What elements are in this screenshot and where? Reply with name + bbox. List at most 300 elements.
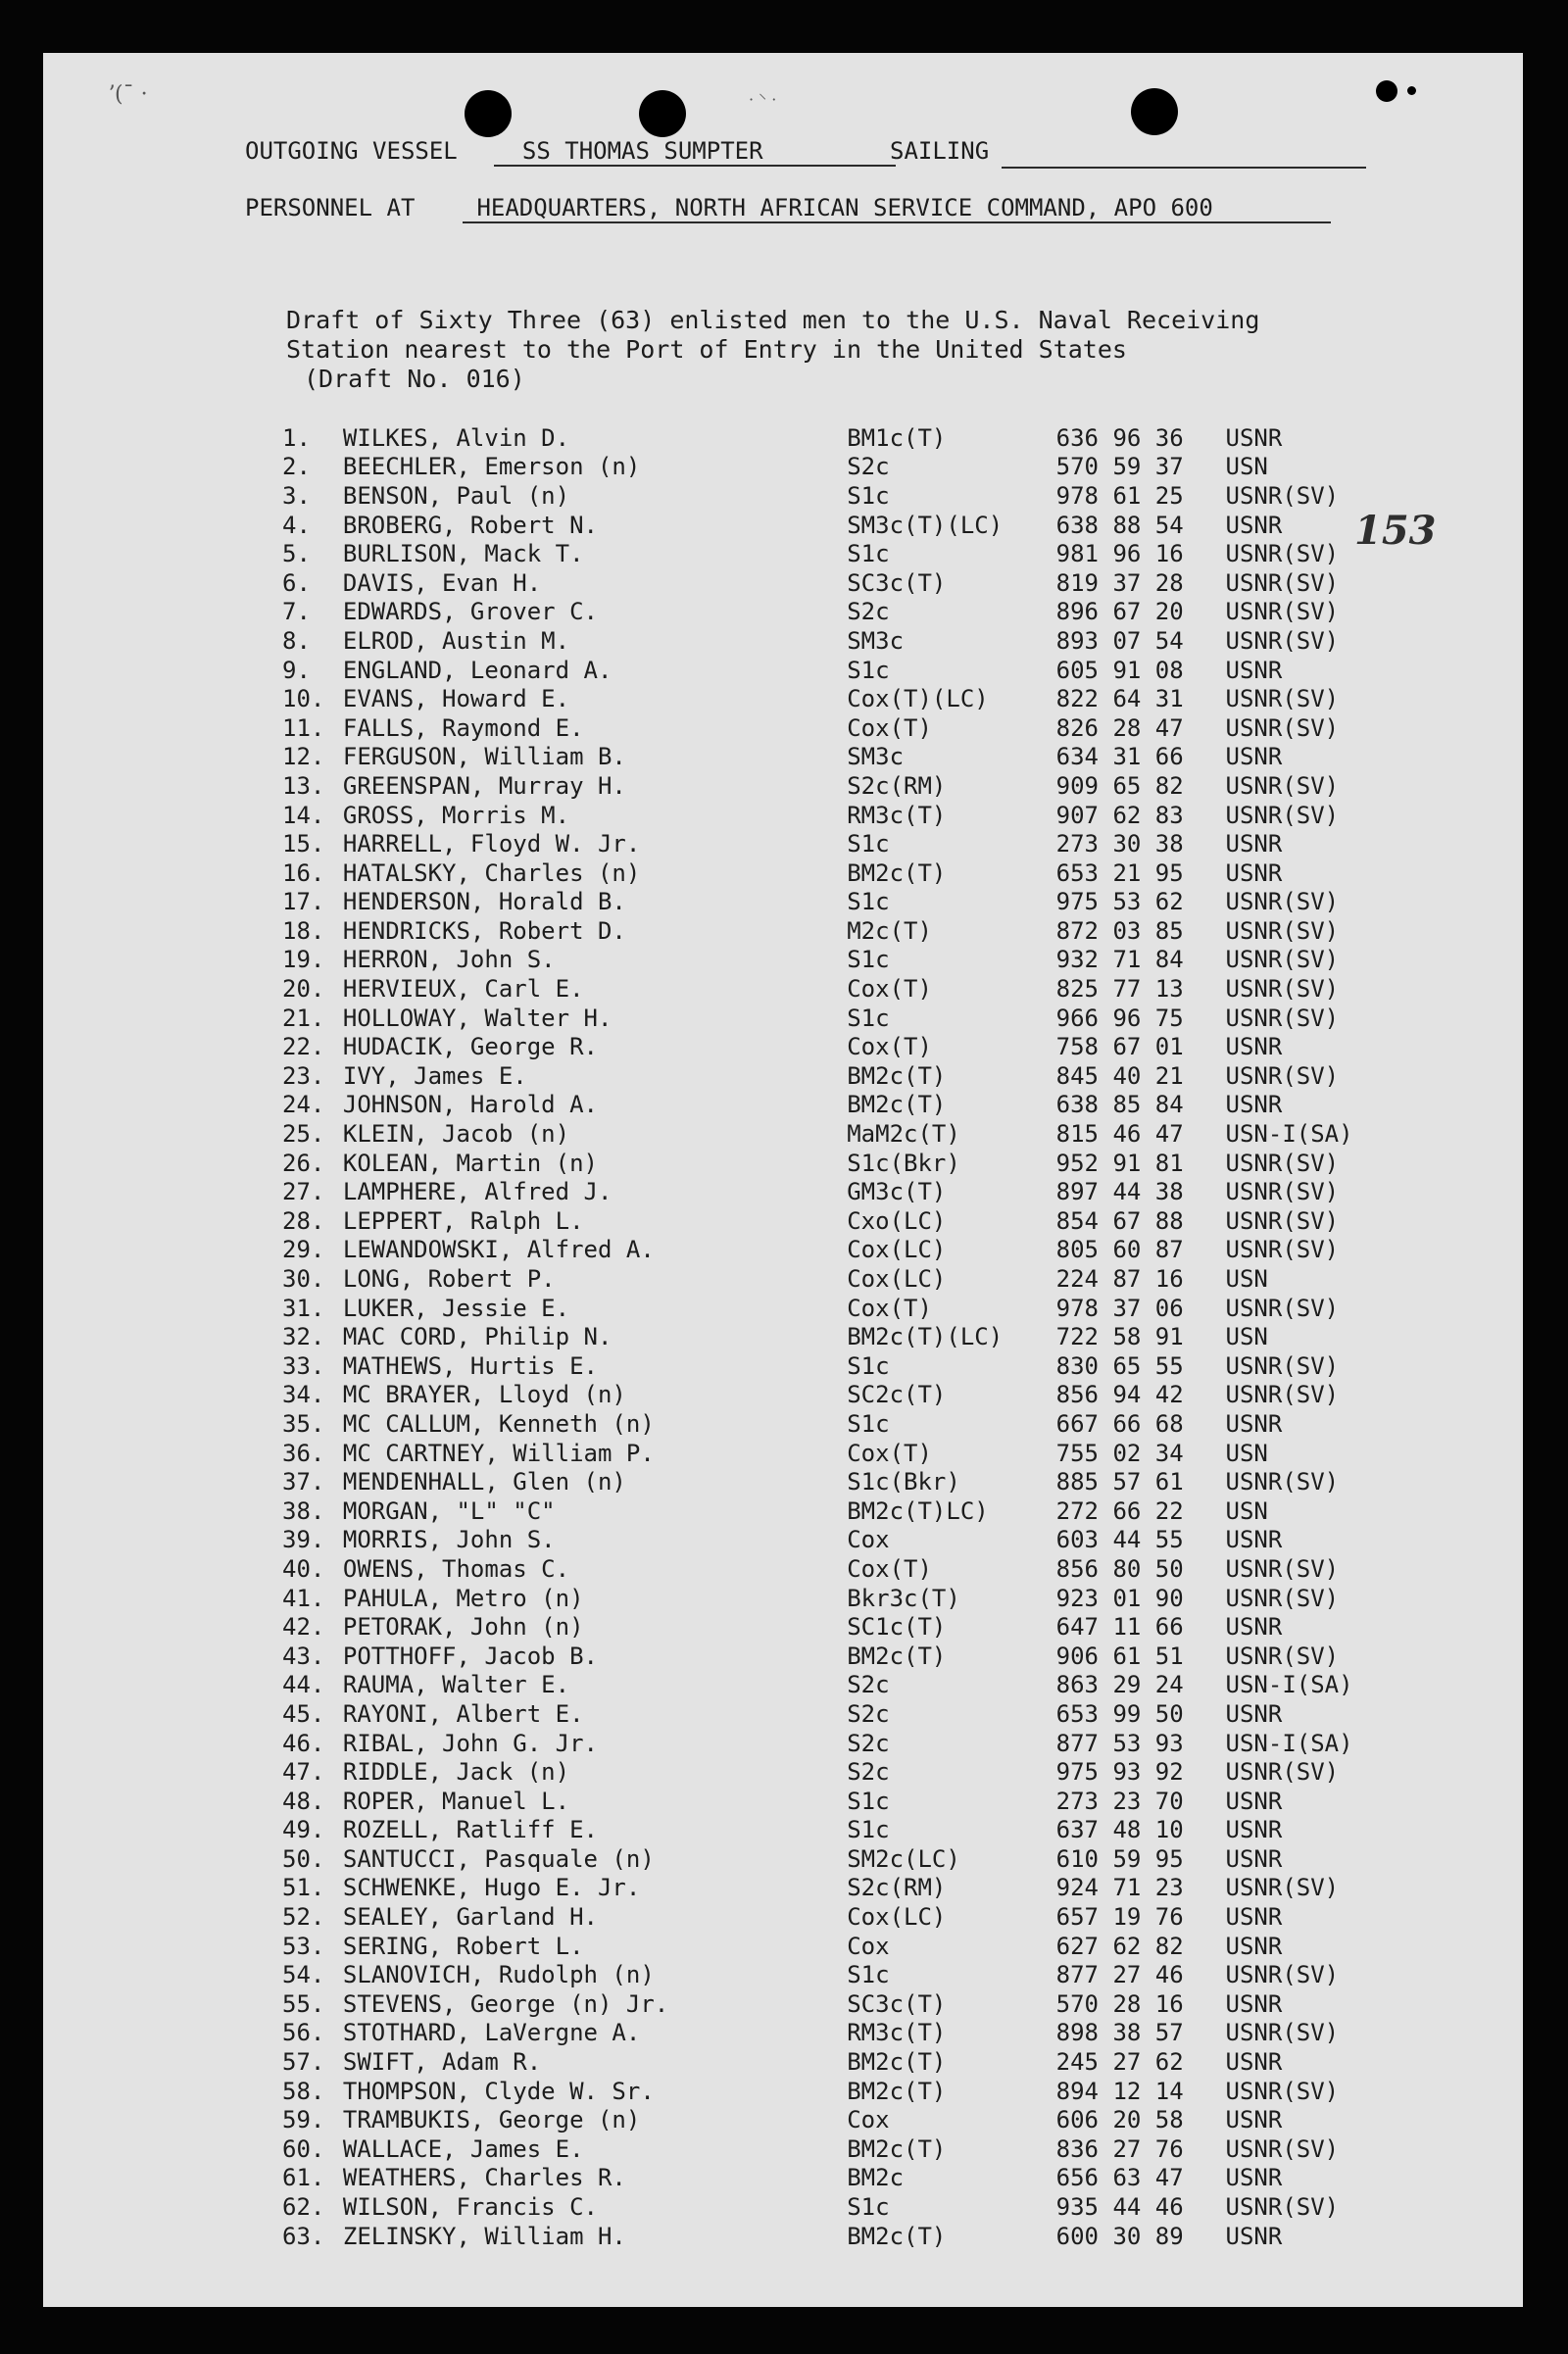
person-name: FERGUSON, William B. [342,743,626,771]
table-row [282,1932,1497,1961]
row-number: 63. [282,2222,325,2250]
table-row [282,1032,1497,1061]
branch: USNR [1225,1932,1283,1960]
branch: USNR(SV) [1225,916,1340,945]
service-number: 978 37 06 [1055,1294,1184,1322]
person-name: JOHNSON, Harold A. [342,1091,598,1119]
rate: S1c [847,830,890,858]
rate: S2c [847,453,890,481]
branch: USNR [1225,830,1283,858]
branch: USNR [1225,1844,1283,1873]
person-name: RAYONI, Albert E. [342,1699,584,1728]
row-number: 49. [282,1816,325,1844]
table-row [282,2105,1497,2134]
row-number: 21. [282,1004,325,1032]
service-number: 600 30 89 [1055,2222,1184,2250]
branch: USNR(SV) [1225,598,1340,626]
service-number: 877 53 93 [1055,1729,1184,1757]
row-number: 55. [282,1989,325,2018]
row-number: 43. [282,1642,325,1670]
table-row [282,1584,1497,1613]
rate: Cxo(LC) [847,1206,947,1235]
table-row [282,626,1497,656]
row-number: 42. [282,1613,325,1642]
table-row [282,481,1497,511]
row-number: 41. [282,1584,325,1612]
person-name: GROSS, Morris M. [342,801,570,829]
table-row [282,539,1497,568]
table-row [282,801,1497,830]
row-number: 19. [282,946,325,974]
rate: Cox(T) [847,713,932,742]
table-row [282,1381,1497,1410]
service-number: 627 62 82 [1055,1932,1184,1960]
person-name: SCHWENKE, Hugo E. Jr. [342,1874,641,1902]
branch: USN-I(SA) [1225,1671,1353,1699]
service-number: 830 65 55 [1055,1351,1184,1380]
table-row [282,1960,1497,1989]
person-name: MENDENHALL, Glen (n) [342,1468,626,1496]
draft-description-line-2: Station nearest to the Port of Entry in the United States [286,335,1127,364]
person-name: MC CARTNEY, William P. [342,1439,655,1467]
service-number: 722 58 91 [1055,1323,1184,1351]
branch: USNR(SV) [1225,540,1340,568]
branch: USNR [1225,858,1283,887]
person-name: MATHEWS, Hurtis E. [342,1351,598,1380]
table-row [282,1844,1497,1874]
rate: S1c [847,481,890,510]
branch: USNR(SV) [1225,975,1340,1004]
table-row [282,1409,1497,1439]
table-row [282,974,1497,1004]
branch: USNR(SV) [1225,2077,1340,2105]
row-number: 22. [282,1033,325,1061]
branch: USNR [1225,1699,1283,1728]
rate: S1c [847,2193,890,2222]
row-number: 60. [282,2134,325,2163]
table-row [282,1149,1497,1178]
row-number: 13. [282,771,325,800]
service-number: 819 37 28 [1055,568,1184,597]
service-number: 893 07 54 [1055,626,1184,655]
service-number: 935 44 46 [1055,2193,1184,2222]
service-number: 647 11 66 [1055,1613,1184,1642]
roster-body [282,423,1497,2250]
person-name: HARRELL, Floyd W. Jr. [342,830,641,858]
row-number: 6. [282,568,311,597]
document-page [43,53,1523,2307]
rate: S1c [847,1351,890,1380]
table-row [282,2077,1497,2106]
service-number: 978 61 25 [1055,481,1184,510]
table-row [282,684,1497,713]
rate: S1c [847,656,890,684]
personnel-roster-table [282,423,1497,2250]
person-name: ROZELL, Ratliff E. [342,1816,598,1844]
person-name: SERING, Robert L. [342,1932,584,1960]
service-number: 897 44 38 [1055,1178,1184,1206]
rate: GM3c(T) [847,1178,947,1206]
person-name: KOLEAN, Martin (n) [342,1149,598,1177]
service-number: 605 91 08 [1055,656,1184,684]
table-row [282,1729,1497,1758]
service-number: 272 66 22 [1055,1496,1184,1525]
rate: Cox(LC) [847,1903,947,1932]
person-name: RAUMA, Walter E. [342,1671,570,1699]
branch: USNR(SV) [1225,1874,1340,1902]
person-name: LUKER, Jessie E. [342,1294,570,1322]
row-number: 52. [282,1903,325,1932]
row-number: 58. [282,2077,325,2105]
table-row [282,1874,1497,1903]
rate: SM3c [847,626,905,655]
draft-number: (Draft No. 016) [304,365,525,393]
row-number: 50. [282,1844,325,1873]
table-row [282,598,1497,627]
paper-smudge-2: · ⸌ · [749,90,777,109]
person-name: WEATHERS, Charles R. [342,2164,626,2192]
rate: RM3c(T) [847,801,947,829]
personnel-location [463,194,1331,223]
service-number: 981 96 16 [1055,540,1184,568]
table-row [282,2192,1497,2222]
branch: USNR(SV) [1225,1206,1340,1235]
page-number: 153 [1354,508,1437,554]
branch: USNR(SV) [1225,713,1340,742]
person-name: HENDERSON, Horald B. [342,888,626,916]
rate: S2c(RM) [847,771,947,800]
service-number: 610 59 95 [1055,1844,1184,1873]
person-name: MC BRAYER, Lloyd (n) [342,1381,626,1409]
person-name: ENGLAND, Leonard A. [342,656,612,684]
branch: USNR [1225,656,1283,684]
row-number: 31. [282,1294,325,1322]
row-number: 37. [282,1468,325,1496]
branch: USN [1225,453,1268,481]
branch: USNR [1225,1613,1283,1642]
row-number: 35. [282,1409,325,1438]
table-row [282,453,1497,482]
service-number: 845 40 21 [1055,1061,1184,1090]
person-name: STEVENS, George (n) Jr. [342,1989,669,2018]
row-number: 9. [282,656,311,684]
table-row [282,656,1497,685]
person-name: WALLACE, James E. [342,2134,584,2163]
branch: USNR [1225,1033,1283,1061]
rate: Bkr3c(T) [847,1584,960,1612]
person-name: KLEIN, Jacob (n) [342,1120,570,1149]
row-number: 24. [282,1091,325,1119]
table-row [282,713,1497,743]
table-row [282,1699,1497,1729]
branch: USNR(SV) [1225,1178,1340,1206]
branch: USNR [1225,743,1283,771]
rate: SM2c(LC) [847,1844,960,1873]
rate: S1c [847,946,890,974]
branch: USN [1225,1323,1268,1351]
person-name: DAVIS, Evan H. [342,568,542,597]
table-row [282,1351,1497,1381]
vessel-name-text: SS THOMAS SUMPTER [521,137,763,165]
table-row [282,1236,1497,1265]
person-name: MORGAN, "L" "C" [342,1496,556,1525]
branch: USN [1225,1439,1268,1467]
person-name: ELROD, Austin M. [342,626,570,655]
service-number: 224 87 16 [1055,1265,1184,1294]
table-row [282,1206,1497,1236]
paper-smudge: ʼ(ˉ · [108,82,148,107]
table-row [282,1902,1497,1932]
table-row [282,1612,1497,1642]
sailing-underline [1002,167,1366,169]
person-name: LAMPHERE, Alfred J. [342,1178,612,1206]
person-name: STOTHARD, LaVergne A. [342,2019,641,2047]
rate: BM2c(T)LC) [847,1496,989,1525]
rate: SC1c(T) [847,1613,947,1642]
row-number: 46. [282,1729,325,1757]
service-number: 885 57 61 [1055,1468,1184,1496]
service-number: 898 38 57 [1055,2019,1184,2047]
table-row [282,829,1497,858]
rate: BM1c(T) [847,423,947,452]
service-number: 570 28 16 [1055,1989,1184,2018]
row-number: 32. [282,1323,325,1351]
service-number: 822 64 31 [1055,685,1184,713]
service-number: 758 67 01 [1055,1033,1184,1061]
branch: USNR(SV) [1225,1149,1340,1177]
table-row [282,771,1497,801]
person-name: LONG, Robert P. [342,1265,556,1294]
person-name: MC CALLUM, Kenneth (n) [342,1409,655,1438]
branch: USNR [1225,2048,1283,2077]
person-name: BROBERG, Robert N. [342,511,598,539]
service-number: 923 01 90 [1055,1584,1184,1612]
rate: S1c [847,1816,890,1844]
table-row [282,1816,1497,1845]
branch: USNR(SV) [1225,626,1340,655]
branch: USNR(SV) [1225,2134,1340,2163]
table-row [282,2019,1497,2048]
table-row [282,1496,1497,1526]
draft-description-line-1: Draft of Sixty Three (63) enlisted men to the U.S. Naval Receiving [286,306,1260,334]
row-number: 12. [282,743,325,771]
service-number: 638 88 54 [1055,511,1184,539]
rate: S1c [847,1961,890,1989]
branch: USNR(SV) [1225,1554,1340,1583]
person-name: EDWARDS, Grover C. [342,598,598,626]
branch: USNR(SV) [1225,888,1340,916]
rate: BM2c(T) [847,2222,947,2250]
service-number: 877 27 46 [1055,1961,1184,1989]
table-row [282,858,1497,888]
branch: USNR [1225,423,1283,452]
row-number: 45. [282,1699,325,1728]
person-name: ROPER, Manuel L. [342,1787,570,1815]
service-number: 932 71 84 [1055,946,1184,974]
rate: Cox(T)(LC) [847,685,989,713]
row-number: 14. [282,801,325,829]
service-number: 854 67 88 [1055,1206,1184,1235]
table-row [282,1467,1497,1496]
rate: SC3c(T) [847,568,947,597]
rate: Cox(LC) [847,1236,947,1264]
branch: USN [1225,1265,1268,1294]
rate: BM2c(T) [847,2048,947,2077]
person-name: TRAMBUKIS, George (n) [342,2106,641,2134]
branch: USNR(SV) [1225,1381,1340,1409]
service-number: 657 19 76 [1055,1903,1184,1932]
table-row [282,916,1497,946]
vessel-name [494,137,896,167]
service-number: 603 44 55 [1055,1526,1184,1554]
rate: BM2c(T) [847,1091,947,1119]
person-name: ZELINSKY, William H. [342,2222,626,2250]
table-row [282,2164,1497,2193]
service-number: 826 28 47 [1055,713,1184,742]
table-row [282,1061,1497,1091]
branch: USNR [1225,1903,1283,1932]
person-name: HENDRICKS, Robert D. [342,916,626,945]
person-name: HATALSKY, Charles (n) [342,858,641,887]
table-row [282,1642,1497,1671]
person-name: OWENS, Thomas C. [342,1554,570,1583]
table-row [282,1757,1497,1787]
row-number: 44. [282,1671,325,1699]
rate: Cox(T) [847,1294,932,1322]
branch: USN [1225,1496,1268,1525]
personnel-location-text: HEADQUARTERS, NORTH AFRICAN SERVICE COMMAND, APO 600 [476,194,1213,221]
person-name: BURLISON, Mack T. [342,540,584,568]
person-name: SANTUCCI, Pasquale (n) [342,1844,655,1873]
branch: USNR(SV) [1225,946,1340,974]
branch: USNR(SV) [1225,685,1340,713]
row-number: 57. [282,2048,325,2077]
person-name: RIDDLE, Jack (n) [342,1758,570,1787]
person-name: MORRIS, John S. [342,1526,556,1554]
personnel-label: PERSONNEL AT [245,194,416,221]
row-number: 28. [282,1206,325,1235]
service-number: 856 94 42 [1055,1381,1184,1409]
branch: USNR [1225,511,1283,539]
row-number: 48. [282,1787,325,1815]
person-name: SEALEY, Garland H. [342,1903,598,1932]
row-number: 3. [282,481,311,510]
row-number: 54. [282,1961,325,1989]
rate: S2c [847,598,890,626]
table-row [282,1989,1497,2019]
row-number: 61. [282,2164,325,2192]
row-number: 59. [282,2106,325,2134]
service-number: 755 02 34 [1055,1439,1184,1467]
branch: USNR(SV) [1225,1584,1340,1612]
rate: S1c [847,540,890,568]
branch: USNR(SV) [1225,801,1340,829]
draft-description [286,306,1384,394]
person-name: LEPPERT, Ralph L. [342,1206,584,1235]
service-number: 863 29 24 [1055,1671,1184,1699]
rate: S2c [847,1699,890,1728]
branch: USNR(SV) [1225,1468,1340,1496]
table-row [282,946,1497,975]
branch: USNR [1225,2164,1283,2192]
table-row [282,1119,1497,1149]
row-number: 30. [282,1265,325,1294]
row-number: 7. [282,598,311,626]
person-name: EVANS, Howard E. [342,685,570,713]
rate: RM3c(T) [847,2019,947,2047]
sailing-label: SAILING [890,137,990,165]
service-number: 896 67 20 [1055,598,1184,626]
row-number: 8. [282,626,311,655]
rate: SC2c(T) [847,1381,947,1409]
service-number: 907 62 83 [1055,801,1184,829]
table-row [282,2047,1497,2077]
branch: USNR [1225,1787,1283,1815]
service-number: 966 96 75 [1055,1004,1184,1032]
person-name: GREENSPAN, Murray H. [342,771,626,800]
punch-hole-center [639,90,686,137]
row-number: 47. [282,1758,325,1787]
person-name: THOMPSON, Clyde W. Sr. [342,2077,655,2105]
rate: S2c [847,1758,890,1787]
table-row [282,1091,1497,1120]
person-name: RIBAL, John G. Jr. [342,1729,598,1757]
person-name: BEECHLER, Emerson (n) [342,453,641,481]
row-number: 51. [282,1874,325,1902]
rate: S1c [847,1409,890,1438]
table-row [282,423,1497,453]
row-number: 56. [282,2019,325,2047]
branch: USNR(SV) [1225,1961,1340,1989]
table-row [282,511,1497,540]
rate: SM3c [847,743,905,771]
table-row [282,1671,1497,1700]
table-row [282,1264,1497,1294]
rate: SC3c(T) [847,1989,947,2018]
person-name: PETORAK, John (n) [342,1613,584,1642]
row-number: 40. [282,1554,325,1583]
row-number: 16. [282,858,325,887]
rate: BM2c(T) [847,1642,947,1670]
rate: Cox(T) [847,975,932,1004]
rate: Cox(T) [847,1554,932,1583]
service-number: 637 48 10 [1055,1816,1184,1844]
service-number: 667 66 68 [1055,1409,1184,1438]
rate: Cox [847,1932,890,1960]
service-number: 636 96 36 [1055,423,1184,452]
branch: USNR(SV) [1225,1294,1340,1322]
ink-speck [1407,86,1416,95]
branch: USN-I(SA) [1225,1120,1353,1149]
service-number: 273 23 70 [1055,1787,1184,1815]
rate: S2c(RM) [847,1874,947,1902]
row-number: 39. [282,1526,325,1554]
table-row [282,888,1497,917]
row-number: 2. [282,453,311,481]
service-number: 975 53 62 [1055,888,1184,916]
table-row [282,568,1497,598]
punch-hole-left [465,90,512,137]
row-number: 27. [282,1178,325,1206]
service-number: 815 46 47 [1055,1120,1184,1149]
rate: Cox [847,1526,890,1554]
service-number: 894 12 14 [1055,2077,1184,2105]
rate: S2c [847,1671,890,1699]
person-name: MAC CORD, Philip N. [342,1323,612,1351]
person-name: WILSON, Francis C. [342,2193,598,2222]
branch: USNR(SV) [1225,1758,1340,1787]
person-name: HERVIEUX, Carl E. [342,975,584,1004]
